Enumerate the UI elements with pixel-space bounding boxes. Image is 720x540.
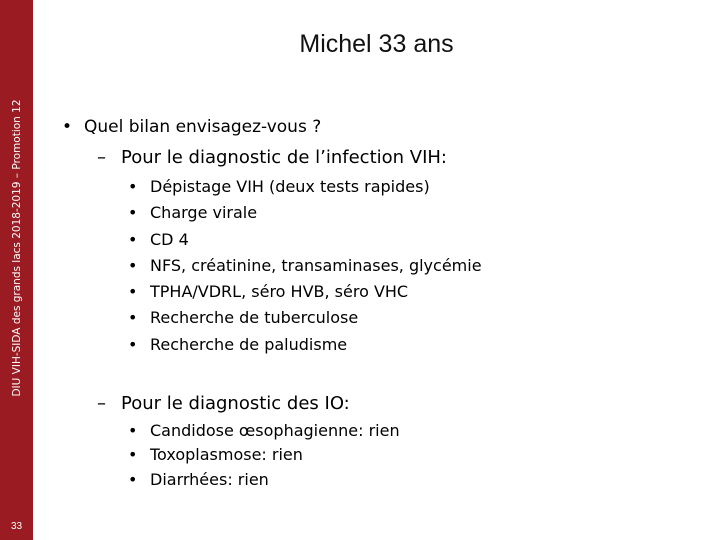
bullet-icon: • [128, 445, 138, 465]
list-item [128, 422, 400, 446]
sidebar-band [0, 0, 33, 540]
list-item [128, 283, 482, 309]
main-bullet-text: Quel bilan envisagez-vous ? [84, 117, 322, 137]
list-item [128, 231, 482, 257]
list-item-text: Recherche de paludisme [150, 334, 348, 354]
vih-test-list [128, 178, 482, 362]
list-item [128, 446, 400, 470]
list-item [128, 471, 400, 495]
list-item-text: NFS, créatinine, transaminases, glycémie [150, 255, 482, 275]
section-heading-io [97, 393, 350, 414]
list-item-text: Toxoplasmose: rien [150, 445, 303, 465]
dash-icon: – [97, 393, 106, 414]
list-item [128, 336, 482, 362]
bullet-icon: • [128, 282, 138, 302]
sidebar-vertical-text: DIU VIH-SIDA des grands lacs 2018-2019 – Promotion 12 [11, 99, 23, 397]
page-number: 33 [10, 521, 23, 532]
list-item-text: TPHA/VDRL, séro HVB, séro VHC [150, 282, 409, 302]
section-heading-text: Pour le diagnostic de l’infection VIH: [121, 147, 447, 168]
bullet-icon: • [62, 117, 73, 137]
list-item [128, 257, 482, 283]
list-item-text: CD 4 [150, 229, 189, 249]
list-item-text: Recherche de tuberculose [150, 308, 359, 328]
list-item [128, 178, 482, 204]
bullet-icon: • [128, 203, 138, 223]
bullet-icon: • [128, 229, 138, 249]
bullet-icon: • [128, 469, 138, 489]
bullet-icon: • [128, 421, 138, 440]
bullet-icon: • [128, 308, 138, 328]
bullet-icon: • [128, 334, 138, 354]
list-item-text: Candidose œsophagienne: rien [150, 421, 400, 440]
list-item [128, 204, 482, 230]
bullet-icon: • [128, 177, 138, 196]
list-item-text: Diarrhées: rien [150, 469, 269, 489]
list-item [128, 309, 482, 335]
section-heading-text: Pour le diagnostic des IO: [121, 393, 350, 414]
list-item-text: Charge virale [150, 203, 258, 223]
list-item-text: Dépistage VIH (deux tests rapides) [150, 177, 430, 196]
dash-icon: – [97, 147, 106, 168]
slide-title: Michel 33 ans [299, 30, 454, 58]
main-bullet [62, 117, 321, 137]
bullet-icon: • [128, 255, 138, 275]
io-test-list [128, 422, 400, 495]
section-heading-vih [97, 147, 447, 168]
